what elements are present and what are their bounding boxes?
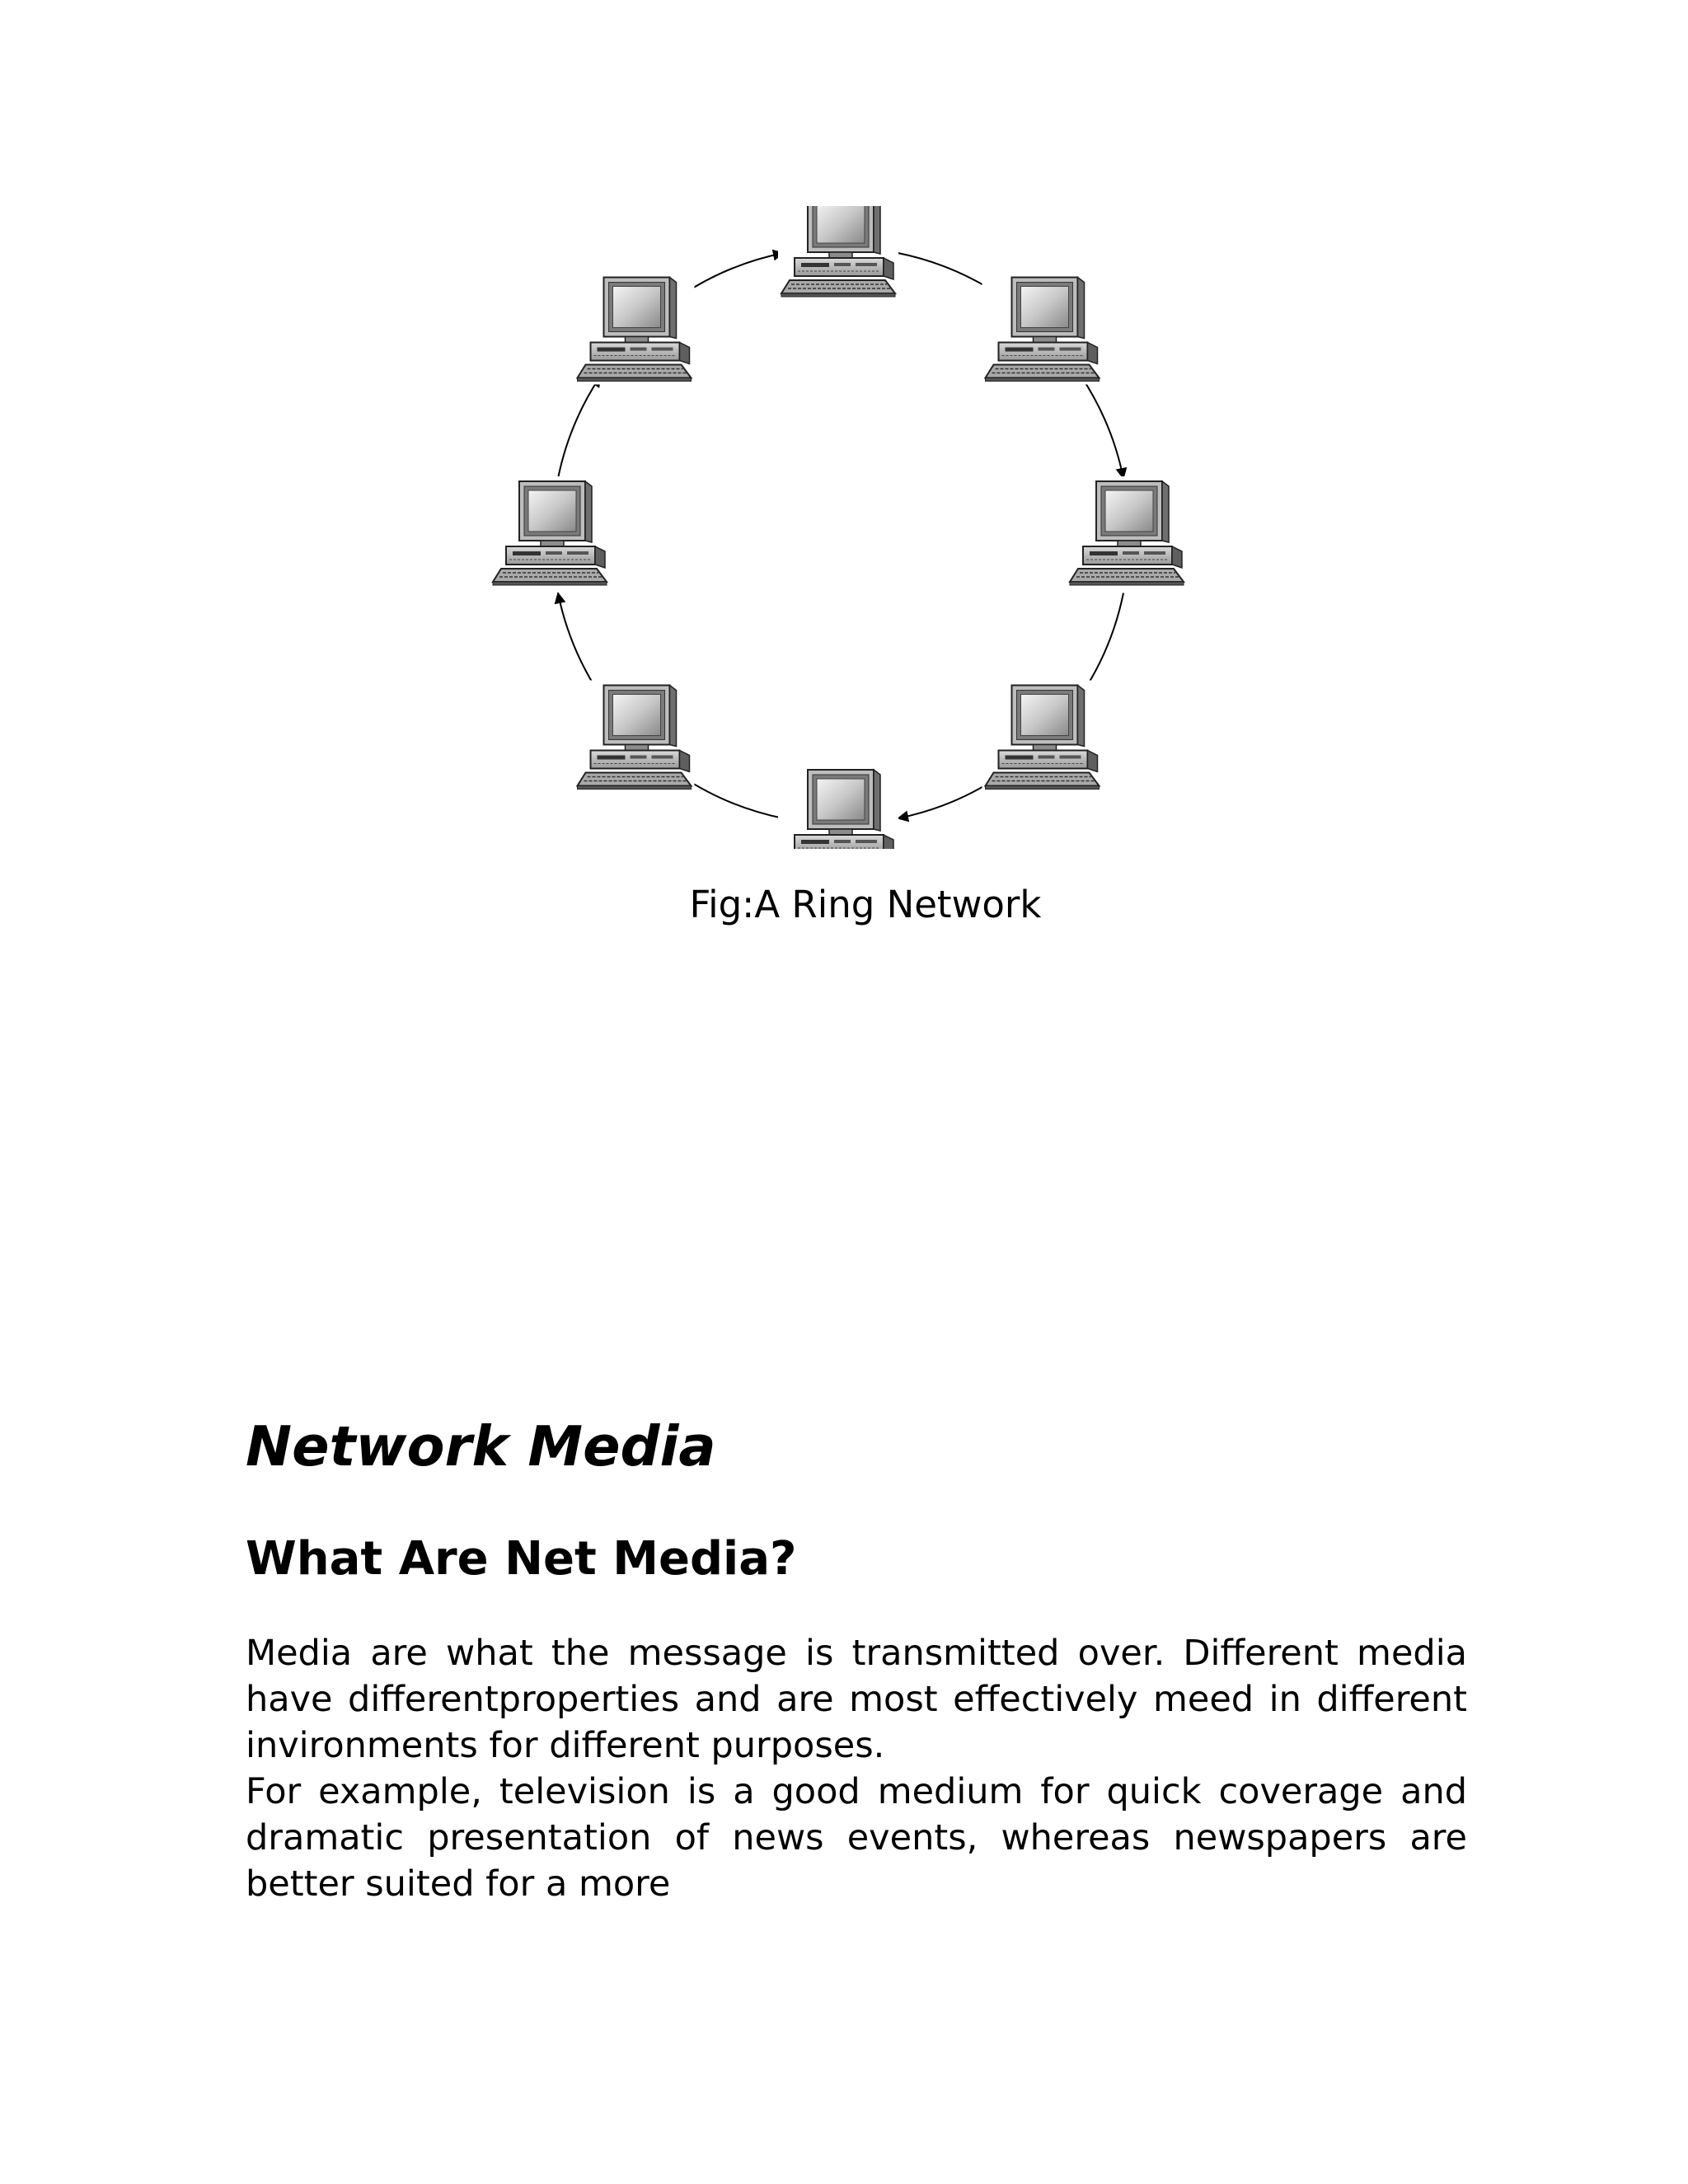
ring-network-diagram [462,206,1220,849]
computer-lower-right-icon [982,681,1103,793]
body-text [246,1630,1467,1907]
section-title: Network Media [246,1414,716,1479]
computer-left-icon [490,476,610,588]
ring-link [1081,593,1123,696]
section-subtitle: What Are Net Media? [246,1532,797,1586]
ring-link [558,593,600,696]
paragraph-1: Media are what the message is transmitted over. Different media have differentproperties and are most effectively meed in different invironments for different purposes. [246,1633,1467,1766]
computer-lower-left-icon [574,681,695,793]
computer-bottom-icon [778,765,898,849]
paragraph-2: For example, television is a good medium for quick coverage and dramatic presentation of news events, whereas newspapers are better suited for a more [246,1771,1467,1905]
computer-top-icon [778,206,898,300]
computer-right-icon [1067,476,1187,588]
ring-link [682,253,784,295]
computer-upper-right-icon [982,273,1103,385]
ring-link [682,776,784,818]
ring-network-figure [462,206,1220,849]
ring-link [558,377,600,479]
computer-upper-left-icon [574,273,695,385]
ring-link [1081,377,1123,479]
figure-caption: Fig:A Ring Network [689,883,1042,926]
